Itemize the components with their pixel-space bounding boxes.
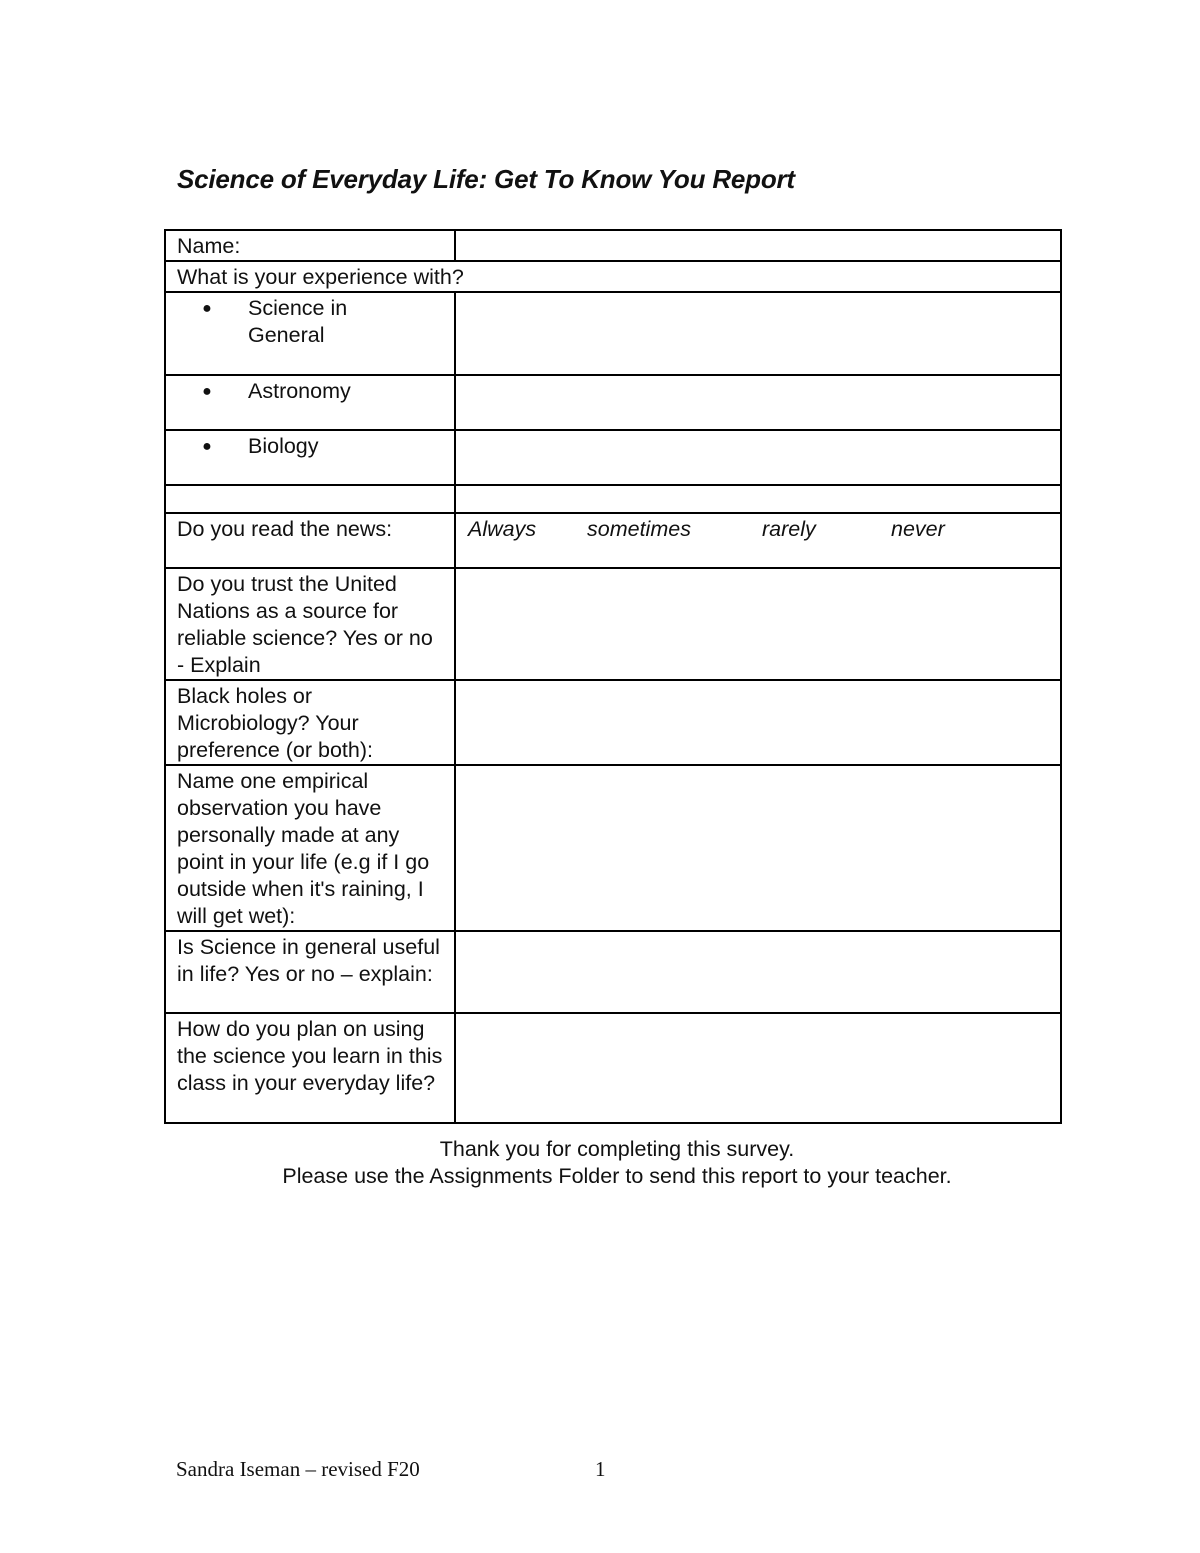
experience-label: What is your experience with?	[165, 261, 1061, 292]
empirical-observation-answer-field[interactable]	[455, 765, 1061, 931]
preference-label: Black holes or Microbiology? Your preference (or both):	[165, 680, 455, 765]
experience-item-astronomy	[165, 375, 455, 430]
thank-you-message	[0, 1136, 1200, 1190]
table-row	[165, 765, 1061, 931]
news-option-never[interactable]: never	[891, 517, 945, 541]
table-row	[165, 513, 1061, 568]
science-useful-answer-field[interactable]	[455, 931, 1061, 1013]
science-answer-field[interactable]	[455, 292, 1061, 375]
table-row	[165, 292, 1061, 375]
table-row	[165, 375, 1061, 430]
table-row	[165, 430, 1061, 485]
news-label: Do you read the news:	[165, 513, 455, 568]
page-title: Science of Everyday Life: Get To Know You Report	[177, 164, 795, 194]
astronomy-answer-field[interactable]	[455, 375, 1061, 430]
bullet-icon: ●	[202, 438, 212, 455]
experience-item-biology	[165, 430, 455, 485]
news-option-rarely[interactable]: rarely	[762, 517, 816, 541]
experience-item-label: General	[248, 323, 325, 347]
table-row	[165, 568, 1061, 680]
page-number: 1	[595, 1457, 606, 1481]
table-row	[165, 261, 1061, 292]
news-options	[455, 513, 1061, 568]
table-row	[165, 485, 1061, 513]
plan-answer-field[interactable]	[455, 1013, 1061, 1123]
experience-item-label: Science in	[248, 296, 348, 320]
experience-item-label: Astronomy	[248, 379, 351, 403]
science-useful-label: Is Science in general useful in life? Yes or no – explain:	[165, 931, 455, 1013]
plan-label: How do you plan on using the science you learn in this class in your everyday life?	[165, 1013, 455, 1123]
table-row	[165, 230, 1061, 261]
table-row	[165, 931, 1061, 1013]
empty-cell	[165, 485, 455, 513]
bullet-icon: ●	[202, 300, 212, 317]
news-option-sometimes[interactable]: sometimes	[587, 517, 691, 541]
table-row	[165, 1013, 1061, 1123]
preference-answer-field[interactable]	[455, 680, 1061, 765]
name-label: Name:	[165, 230, 455, 261]
thank-you-line: Thank you for completing this survey.	[439, 1137, 795, 1161]
bullet-icon: ●	[202, 383, 212, 400]
instructions-line: Please use the Assignments Folder to send this report to your teacher.	[282, 1164, 952, 1188]
experience-item-science	[165, 292, 455, 375]
un-trust-label: Do you trust the United Nations as a source for reliable science? Yes or no - Explain	[165, 568, 455, 680]
footer-author: Sandra Iseman – revised F20	[176, 1457, 420, 1481]
empty-answer-field[interactable]	[455, 485, 1061, 513]
un-trust-answer-field[interactable]	[455, 568, 1061, 680]
table-row	[165, 680, 1061, 765]
experience-item-label: Biology	[248, 434, 319, 458]
survey-table	[164, 229, 1062, 1124]
news-option-always[interactable]: Always	[468, 517, 537, 541]
name-answer-field[interactable]	[455, 230, 1061, 261]
biology-answer-field[interactable]	[455, 430, 1061, 485]
empirical-observation-label: Name one empirical observation you have personally made at any point in your life (e.g if I go outside when it's raining, I will get wet):	[165, 765, 455, 931]
